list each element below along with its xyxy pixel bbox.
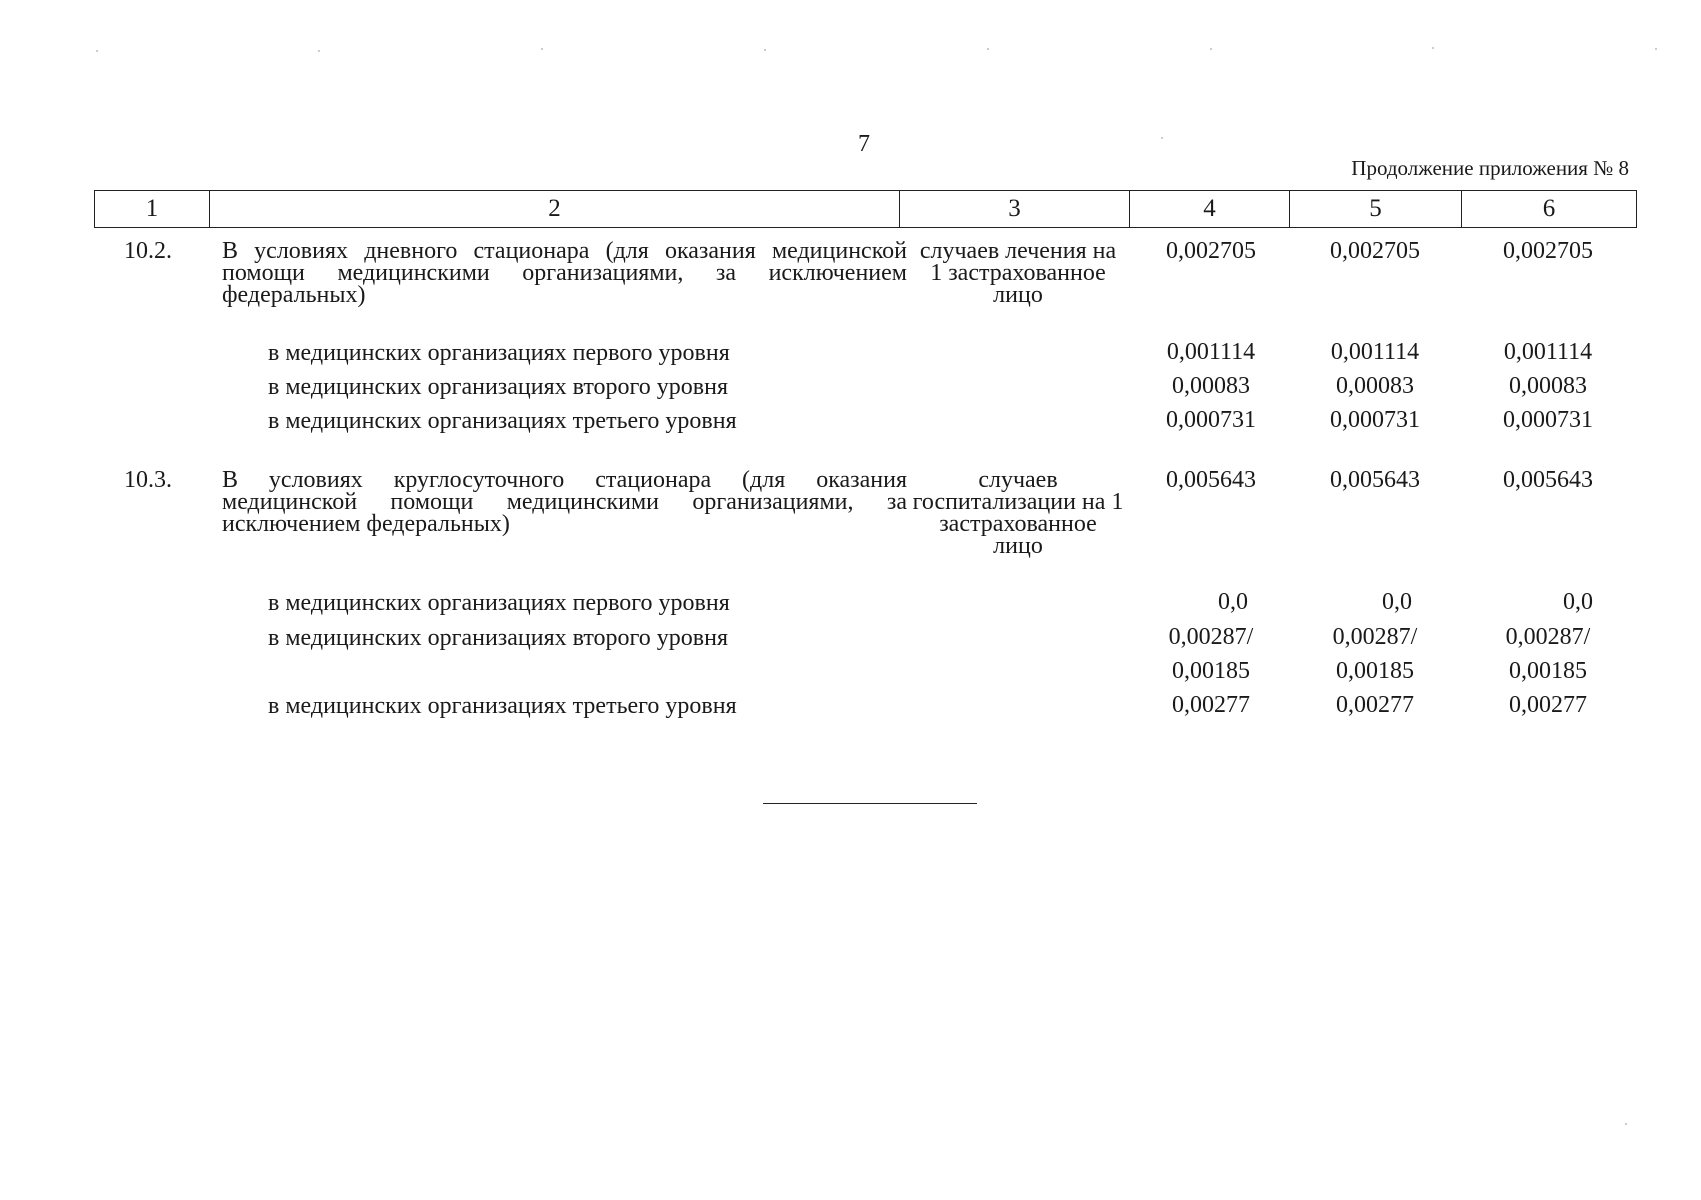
header-col-4: 4	[1130, 191, 1290, 228]
header-col-2: 2	[210, 191, 900, 228]
header-col-6: 6	[1462, 191, 1637, 228]
scan-speck	[764, 49, 766, 51]
value-col-6: 0,00277	[1509, 692, 1587, 718]
sub-row-label: в медицинских организациях третьего уровня	[268, 408, 737, 434]
scan-speck	[1210, 48, 1212, 50]
sub-row-label: в медицинских организациях второго уровня	[268, 625, 729, 651]
value-col-6: 0,00083	[1509, 373, 1587, 399]
value-col-5: 0,00287/	[1332, 624, 1418, 650]
section-description: В условиях круглосуточного стационара (для оказания медицинской помощи медицинскими организациями, за исключением федеральных)	[222, 467, 907, 537]
value-col-4: 0,0	[1218, 589, 1248, 615]
value-col-4: 0,002705	[1166, 238, 1256, 264]
unit-of-measure: случаев лечения на 1 застрахованное лицо	[919, 238, 1117, 308]
value-col-5: 0,0	[1382, 589, 1412, 615]
header-col-1: 1	[95, 191, 210, 228]
value-col-5: 0,00083	[1336, 373, 1414, 399]
scan-speck	[318, 50, 320, 52]
value-col-6: 0,005643	[1503, 467, 1593, 493]
sub-row-label: в медицинских организациях первого уровня	[268, 590, 730, 616]
scan-speck	[1432, 47, 1434, 49]
scan-speck	[541, 48, 543, 50]
value-col-5: 0,005643	[1330, 467, 1420, 493]
value-col-6: 0,00287/	[1505, 624, 1591, 650]
sub-row-label: в медицинских организациях первого уровня	[268, 340, 730, 366]
scan-speck	[1655, 48, 1657, 50]
section-number: 10.3.	[124, 467, 172, 493]
page-number: 7	[858, 131, 870, 157]
sub-row-label: в медицинских организациях третьего уровня	[268, 693, 737, 719]
sub-row-label: в медицинских организациях второго уровня	[268, 374, 729, 400]
column-number-header	[94, 190, 1637, 228]
value-col-4: 0,001114	[1166, 339, 1256, 365]
value-col-4: 0,005643	[1166, 467, 1256, 493]
value-col-4: 0,00277	[1172, 692, 1250, 718]
value-col-6: 0,002705	[1503, 238, 1593, 264]
value-col-6: 0,001114	[1503, 339, 1593, 365]
appendix-continuation-note: Продолжение приложения № 8	[1351, 156, 1629, 180]
section-description: В условиях дневного стационара (для оказания медицинской помощи медицинскими организациями, за исключением федеральных)	[222, 238, 907, 308]
scan-speck	[1161, 137, 1163, 139]
value-col-5: 0,00277	[1336, 692, 1414, 718]
value-col-5-continued: 0,00185	[1336, 658, 1414, 684]
value-col-6: 0,0	[1563, 589, 1593, 615]
scan-speck	[96, 50, 98, 52]
scan-speck	[1625, 1123, 1627, 1125]
value-col-4: 0,00083	[1172, 373, 1250, 399]
scan-speck	[987, 48, 989, 50]
section-number: 10.2.	[124, 238, 172, 264]
value-col-5: 0,001114	[1330, 339, 1420, 365]
value-col-4-continued: 0,00185	[1172, 658, 1250, 684]
header-col-5: 5	[1290, 191, 1462, 228]
unit-of-measure: случаев госпитализации на 1 застрахованное лицо	[912, 467, 1124, 559]
value-col-4: 0,000731	[1166, 407, 1256, 433]
value-col-5: 0,000731	[1330, 407, 1420, 433]
value-col-6-continued: 0,00185	[1509, 658, 1587, 684]
end-of-document-line	[763, 803, 977, 804]
value-col-6: 0,000731	[1503, 407, 1593, 433]
value-col-4: 0,00287/	[1168, 624, 1254, 650]
header-col-3: 3	[900, 191, 1130, 228]
value-col-5: 0,002705	[1330, 238, 1420, 264]
